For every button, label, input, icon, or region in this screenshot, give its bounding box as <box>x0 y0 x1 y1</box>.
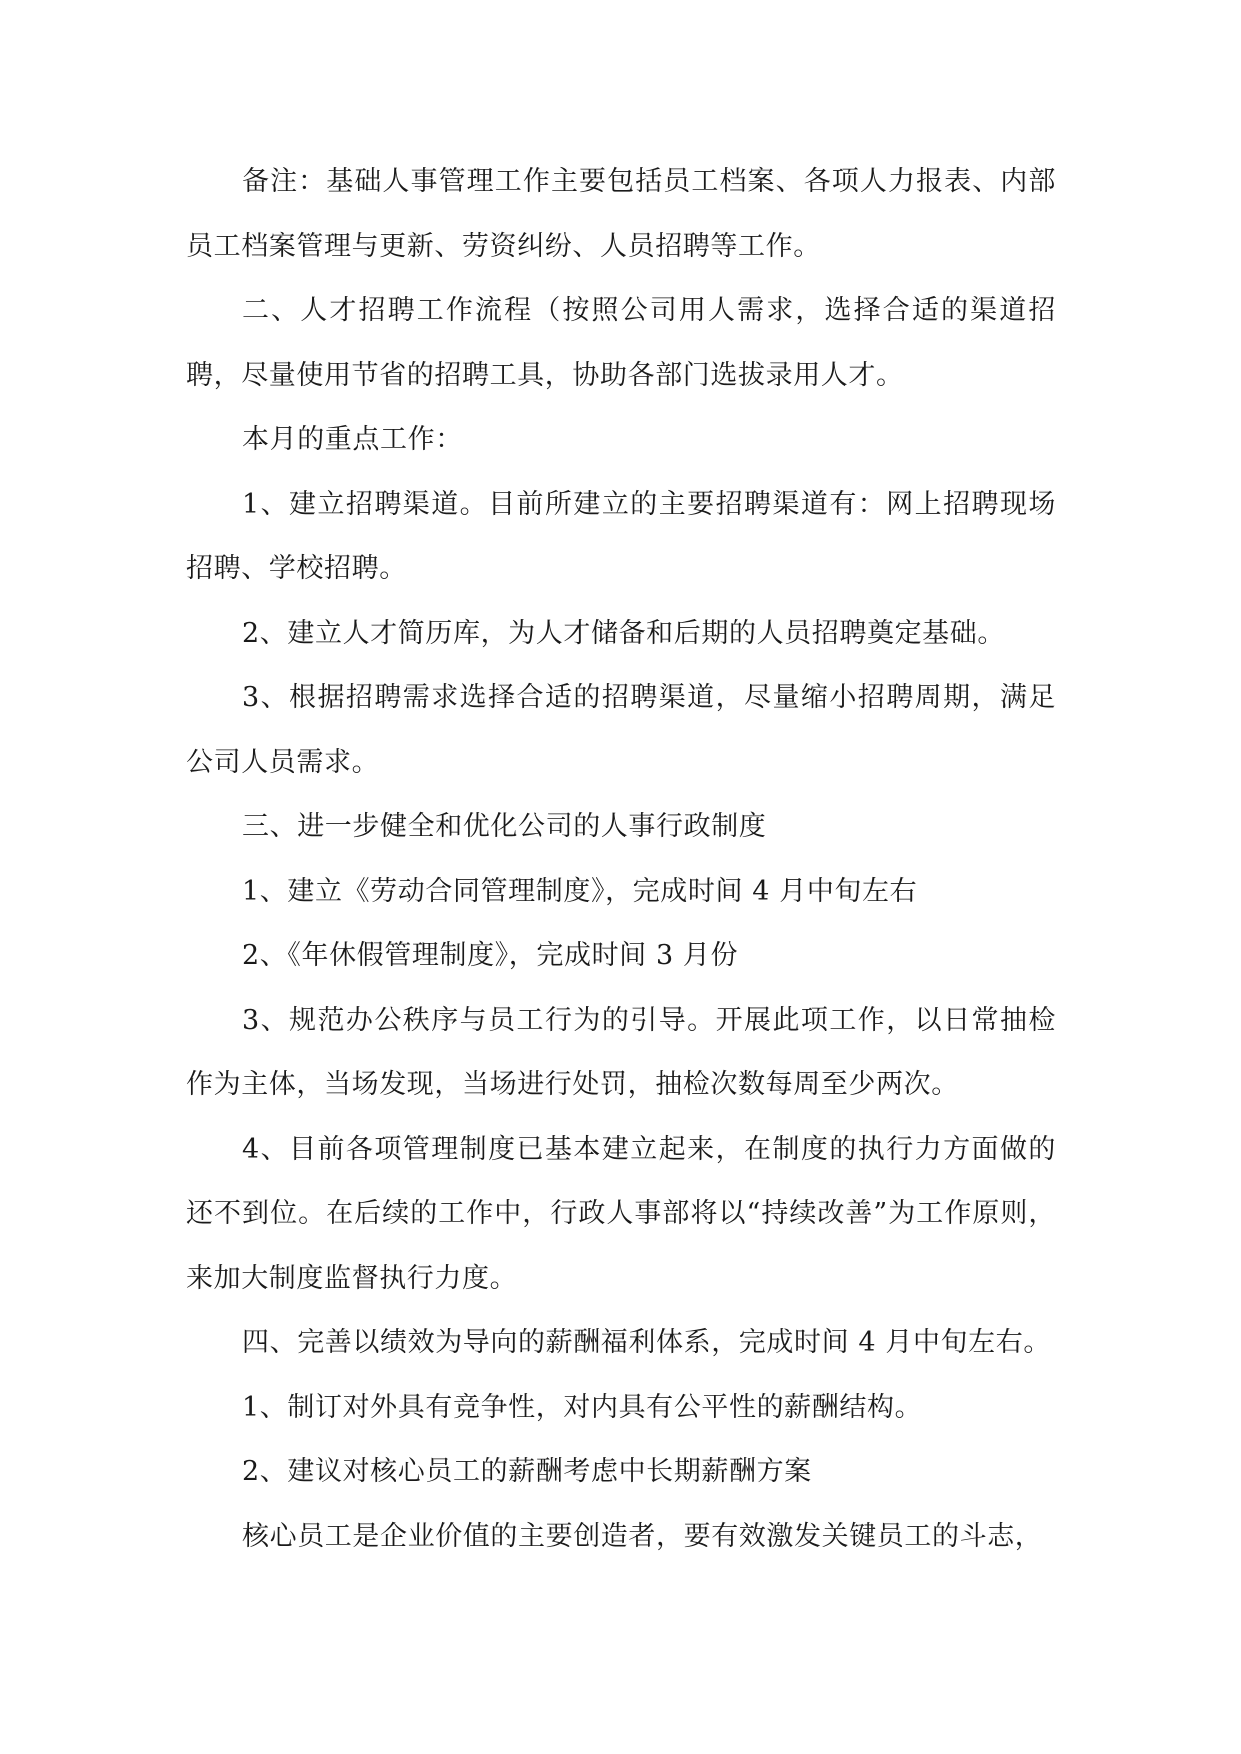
paragraph-item: 2、建议对核心员工的薪酬考虑中长期薪酬方案 <box>242 1456 812 1487</box>
paragraph-item: 1、建立招聘渠道。目前所建立的主要招聘渠道有：网上招聘现场招聘、学校招聘。 <box>186 488 1056 584</box>
paragraph-item: 3、根据招聘需求选择合适的招聘渠道，尽量缩小招聘周期，满足公司人员需求。 <box>186 682 1056 778</box>
paragraph-core-staff: 核心员工是企业价值的主要创造者，要有效激发关键员工的斗志， <box>242 1520 1043 1552</box>
paragraph-section-2-heading: 二、人才招聘工作流程（按照公司用人需求，选择合适的渠道招聘，尽量使用节省的招聘工具，协助各部门选拔录用人才。 <box>186 295 1056 391</box>
paragraph-item: 4、目前各项管理制度已基本建立起来，在制度的执行力方面做的还不到位。在后续的工作中，行政人事部将以“持续改善”为工作原则，来加大制度监督执行力度。 <box>186 1133 1056 1294</box>
paragraph-monthly-focus: 本月的重点工作： <box>242 424 463 455</box>
paragraph-note: 备注：基础人事管理工作主要包括员工档案、各项人力报表、内部员工档案管理与更新、劳资纠纷、人员招聘等工作。 <box>186 166 1056 262</box>
paragraph-item: 1、制订对外具有竞争性，对内具有公平性的薪酬结构。 <box>242 1391 923 1423</box>
paragraph-section-3-heading: 三、进一步健全和优化公司的人事行政制度 <box>242 811 767 842</box>
paragraph-item: 2、《年休假管理制度》，完成时间 3 月份 <box>242 940 739 971</box>
paragraph-section-4-heading: 四、完善以绩效为导向的薪酬福利体系，完成时间 4 月中旬左右。 <box>242 1327 1051 1358</box>
paragraph-item: 1、建立《劳动合同管理制度》，完成时间 4 月中旬左右 <box>242 875 918 907</box>
paragraph-item: 2、建立人才简历库，为人才储备和后期的人员招聘奠定基础。 <box>242 617 1005 649</box>
paragraph-item: 3、规范办公秩序与员工行为的引导。开展此项工作，以日常抽检作为主体，当场发现，当场进行处罚，抽检次数每周至少两次。 <box>186 1004 1056 1100</box>
document-body <box>186 150 1056 1569</box>
